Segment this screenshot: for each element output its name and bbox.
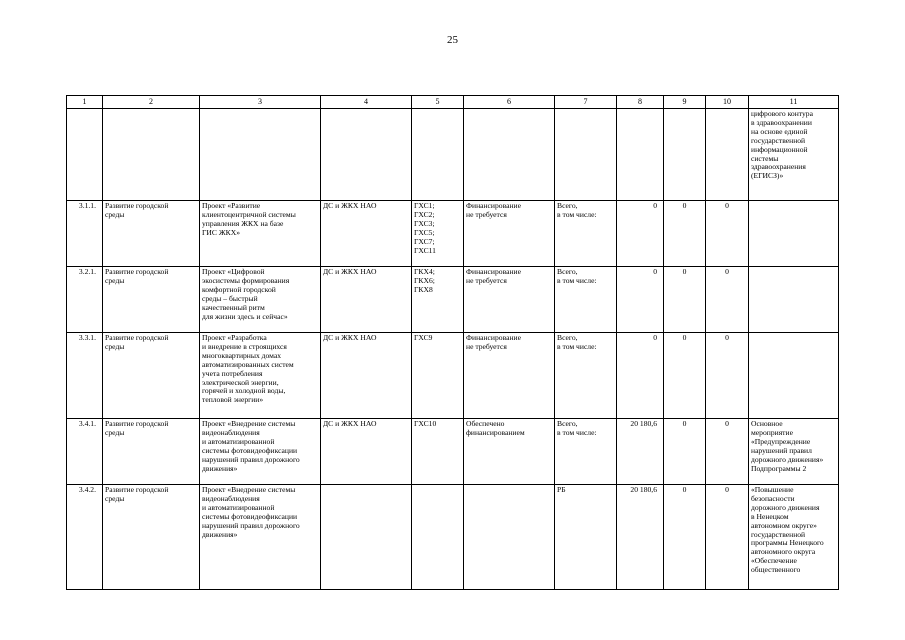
cell-responsible: ДС и ЖКХ НАО: [321, 333, 412, 419]
col-header-11: 11: [749, 96, 839, 109]
cell-amount: 20 180,6: [617, 485, 664, 590]
cell-direction: [103, 109, 200, 201]
cell-col9: 0: [664, 267, 706, 333]
cell-codes: ГКХ4; ГКХ6; ГКХ8: [412, 267, 464, 333]
cell-project: Проект «Внедрение системы видеонаблюдения и автоматизированной системы фотовидеофиксации нарушений правил дорожного движения»: [200, 419, 321, 485]
cell-project: Проект «Цифровой экосистемы формирования комфортной городской среды – быстрый качественный ритм для жизни здесь и сейчас»: [200, 267, 321, 333]
cell-program: «Повышение безопасности дорожного движения в Ненецком автономном округе» государственной программы Ненецкого автономного округа «Обеспечение общественного: [749, 485, 839, 590]
cell-number: 3.4.2.: [67, 485, 103, 590]
cell-col9: 0: [664, 485, 706, 590]
cell-col10: 0: [706, 485, 749, 590]
table-row: [67, 485, 839, 590]
table-row: [67, 333, 839, 419]
cell-program: [749, 267, 839, 333]
cell-responsible: ДС и ЖКХ НАО: [321, 419, 412, 485]
cell-responsible: [321, 485, 412, 590]
cell-codes: [412, 109, 464, 201]
col-header-3: 3: [200, 96, 321, 109]
cell-project: Проект «Внедрение системы видеонаблюдения и автоматизированной системы фотовидеофиксации нарушений правил дорожного движения»: [200, 485, 321, 590]
table-row: [67, 109, 839, 201]
cell-amount: 0: [617, 333, 664, 419]
cell-source: РБ: [555, 485, 617, 590]
cell-amount: [617, 109, 664, 201]
col-header-4: 4: [321, 96, 412, 109]
cell-direction: Развитие городской среды: [103, 419, 200, 485]
page-number: 25: [447, 34, 458, 46]
cell-direction: Развитие городской среды: [103, 267, 200, 333]
cell-source: Всего, в том числе:: [555, 201, 617, 267]
cell-codes: [412, 485, 464, 590]
cell-col10: 0: [706, 333, 749, 419]
cell-financing: [464, 109, 555, 201]
cell-number: [67, 109, 103, 201]
table-row: [67, 267, 839, 333]
col-header-6: 6: [464, 96, 555, 109]
cell-financing: Финансирование не требуется: [464, 333, 555, 419]
cell-program: цифрового контура в здравоохранении на основе единой государственной информационной системы здравоохранения (ЕГИСЗ)»: [749, 109, 839, 201]
cell-codes: ГХС1; ГХС2; ГХС3; ГХС5; ГХС7; ГХС11: [412, 201, 464, 267]
cell-col9: 0: [664, 419, 706, 485]
col-header-10: 10: [706, 96, 749, 109]
cell-col10: 0: [706, 201, 749, 267]
header-row: [67, 96, 839, 109]
cell-codes: ГХС9: [412, 333, 464, 419]
col-header-7: 7: [555, 96, 617, 109]
cell-col10: 0: [706, 419, 749, 485]
cell-amount: 20 180,6: [617, 419, 664, 485]
cell-direction: Развитие городской среды: [103, 201, 200, 267]
cell-number: 3.4.1.: [67, 419, 103, 485]
cell-program: Основное мероприятие «Предупреждение нарушений правил дорожного движения» Подпрограммы 2: [749, 419, 839, 485]
table-row: [67, 419, 839, 485]
cell-amount: 0: [617, 201, 664, 267]
cell-number: 3.2.1.: [67, 267, 103, 333]
table-row: [67, 201, 839, 267]
cell-codes: ГХС10: [412, 419, 464, 485]
cell-project: [200, 109, 321, 201]
cell-responsible: ДС и ЖКХ НАО: [321, 201, 412, 267]
cell-direction: Развитие городской среды: [103, 485, 200, 590]
cell-source: Всего, в том числе:: [555, 267, 617, 333]
cell-number: 3.1.1.: [67, 201, 103, 267]
cell-responsible: ДС и ЖКХ НАО: [321, 267, 412, 333]
col-header-5: 5: [412, 96, 464, 109]
cell-project: Проект «Разработка и внедрение в строящихся многоквартирных домах автоматизированных систем учета потребления электрической энергии, горячей и холодной воды, тепловой энергии»: [200, 333, 321, 419]
cell-source: [555, 109, 617, 201]
cell-source: Всего, в том числе:: [555, 419, 617, 485]
cell-project: Проект «Развитие клиентоцентричной системы управления ЖКХ на базе ГИС ЖКХ»: [200, 201, 321, 267]
col-header-2: 2: [103, 96, 200, 109]
cell-program: [749, 201, 839, 267]
cell-col9: [664, 109, 706, 201]
cell-program: [749, 333, 839, 419]
cell-source: Всего, в том числе:: [555, 333, 617, 419]
cell-number: 3.3.1.: [67, 333, 103, 419]
cell-col9: 0: [664, 201, 706, 267]
col-header-9: 9: [664, 96, 706, 109]
plan-table: [66, 95, 839, 590]
cell-col10: [706, 109, 749, 201]
cell-amount: 0: [617, 267, 664, 333]
cell-financing: Финансирование не требуется: [464, 267, 555, 333]
cell-financing: Финансирование не требуется: [464, 201, 555, 267]
col-header-1: 1: [67, 96, 103, 109]
cell-financing: [464, 485, 555, 590]
cell-direction: Развитие городской среды: [103, 333, 200, 419]
cell-responsible: [321, 109, 412, 201]
cell-financing: Обеспечено финансированием: [464, 419, 555, 485]
cell-col10: 0: [706, 267, 749, 333]
col-header-8: 8: [617, 96, 664, 109]
cell-col9: 0: [664, 333, 706, 419]
